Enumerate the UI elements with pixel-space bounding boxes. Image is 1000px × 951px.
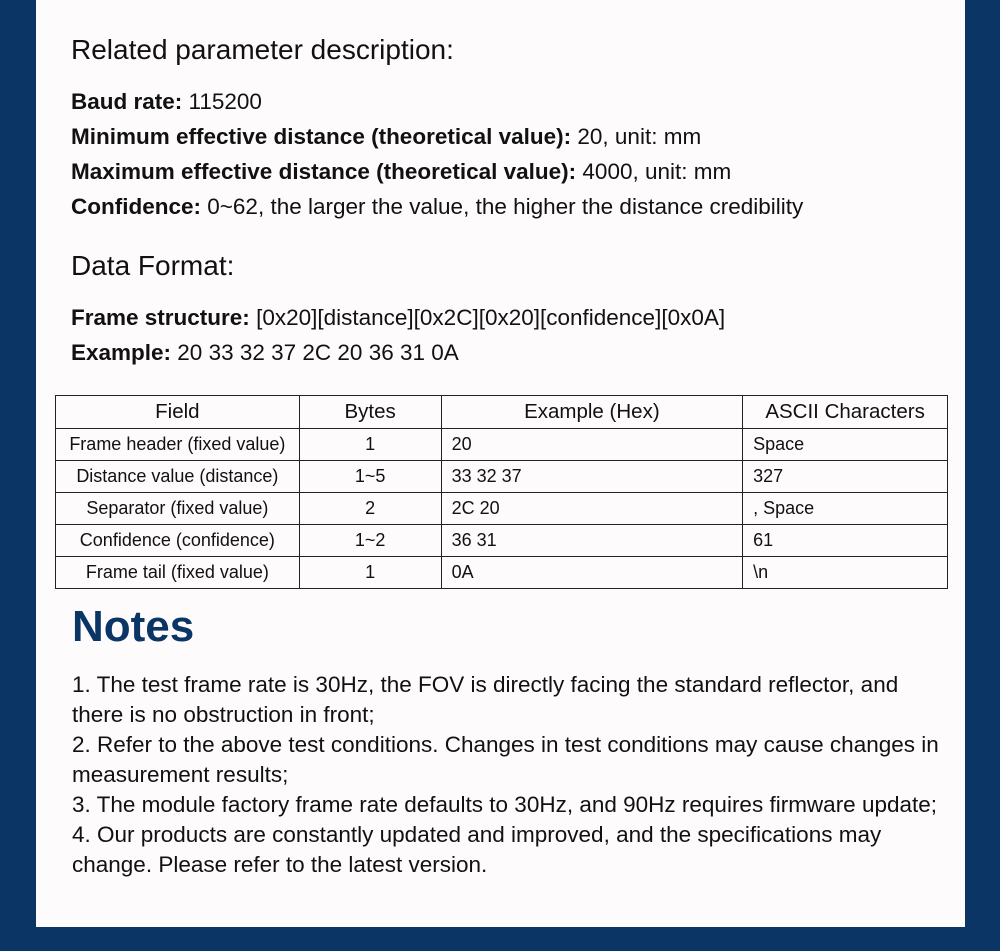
cell-bytes: 1 bbox=[299, 429, 441, 461]
baud-rate-value: 115200 bbox=[182, 89, 262, 114]
cell-hex: 36 31 bbox=[441, 525, 743, 557]
min-distance-label: Minimum effective distance (theoretical value): bbox=[71, 124, 572, 149]
cell-field: Frame tail (fixed value) bbox=[56, 557, 300, 589]
cell-bytes: 2 bbox=[299, 493, 441, 525]
cell-bytes: 1~5 bbox=[299, 461, 441, 493]
table-row bbox=[56, 557, 948, 589]
confidence-value: 0~62, the larger the value, the higher the distance credibility bbox=[201, 194, 804, 219]
table-header-row bbox=[56, 396, 948, 429]
frame-structure-line bbox=[71, 305, 725, 331]
cell-ascii: 61 bbox=[743, 525, 948, 557]
baud-rate-label: Baud rate: bbox=[71, 89, 183, 114]
notes-title: Notes bbox=[72, 602, 195, 651]
cell-hex: 2C 20 bbox=[441, 493, 743, 525]
table-row bbox=[56, 429, 948, 461]
cell-field: Frame header (fixed value) bbox=[56, 429, 300, 461]
table-row bbox=[56, 525, 948, 557]
frame-structure-value: [0x20][distance][0x2C][0x20][confidence][0x0A] bbox=[249, 305, 726, 330]
cell-field: Distance value (distance) bbox=[56, 461, 300, 493]
table-row bbox=[56, 493, 948, 525]
cell-bytes: 1 bbox=[299, 557, 441, 589]
min-distance-line bbox=[71, 124, 701, 150]
header-field: Field bbox=[56, 396, 300, 429]
baud-rate-line bbox=[71, 89, 262, 115]
max-distance-label: Maximum effective distance (theoretical value): bbox=[71, 159, 577, 184]
confidence-label: Confidence: bbox=[71, 194, 202, 219]
confidence-line bbox=[71, 194, 803, 220]
note-item: 4. Our products are constantly updated and improved, and the specifications may change. Please refer to the latest version. bbox=[72, 822, 882, 877]
format-title: Data Format: bbox=[71, 250, 235, 281]
notes-list bbox=[72, 670, 952, 880]
cell-hex: 33 32 37 bbox=[441, 461, 743, 493]
min-distance-value: 20, unit: mm bbox=[571, 124, 702, 149]
frame-structure-label: Frame structure: bbox=[71, 305, 250, 330]
header-bytes: Bytes bbox=[299, 396, 441, 429]
params-title: Related parameter description: bbox=[71, 34, 454, 65]
example-label: Example: bbox=[71, 340, 172, 365]
cell-ascii: , Space bbox=[743, 493, 948, 525]
header-ascii: ASCII Characters bbox=[743, 396, 948, 429]
max-distance-value: 4000, unit: mm bbox=[576, 159, 732, 184]
cell-hex: 20 bbox=[441, 429, 743, 461]
cell-bytes: 1~2 bbox=[299, 525, 441, 557]
table-row bbox=[56, 461, 948, 493]
note-item: 3. The module factory frame rate defaults to 30Hz, and 90Hz requires firmware update; bbox=[72, 792, 938, 817]
example-line bbox=[71, 340, 459, 366]
note-item: 2. Refer to the above test conditions. Changes in test conditions may cause changes in measurement results; bbox=[72, 732, 939, 787]
cell-field: Confidence (confidence) bbox=[56, 525, 300, 557]
content-card bbox=[36, 0, 965, 927]
cell-ascii: Space bbox=[743, 429, 948, 461]
cell-hex: 0A bbox=[441, 557, 743, 589]
note-item: 1. The test frame rate is 30Hz, the FOV is directly facing the standard reflector, and there is no obstruction in front; bbox=[72, 672, 899, 727]
data-format-table bbox=[55, 395, 948, 589]
example-value: 20 33 32 37 2C 20 36 31 0A bbox=[171, 340, 459, 365]
cell-ascii: \n bbox=[743, 557, 948, 589]
header-example-hex: Example (Hex) bbox=[441, 396, 743, 429]
cell-field: Separator (fixed value) bbox=[56, 493, 300, 525]
cell-ascii: 327 bbox=[743, 461, 948, 493]
max-distance-line bbox=[71, 159, 731, 185]
